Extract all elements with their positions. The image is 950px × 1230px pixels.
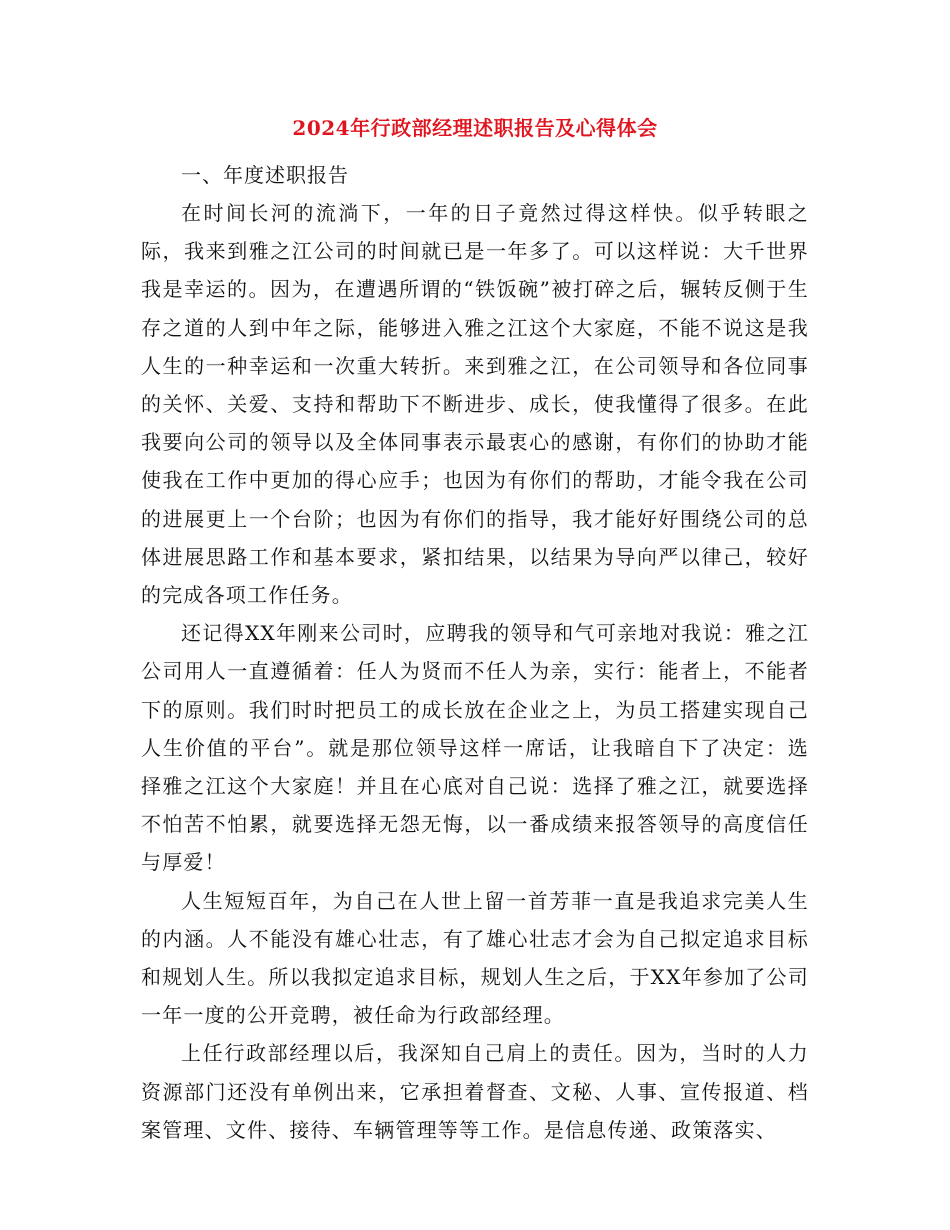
- section-heading: 一、年度述职报告: [181, 163, 349, 187]
- document-title: 2024年行政部经理述职报告及心得体会: [292, 116, 658, 140]
- document-page: [141, 112, 809, 1149]
- paragraph-4: 上任行政部经理以后，我深知自己肩上的责任。因为，当时的人力资源部门还没有单例出来，它承担着督查、文秘、人事、宣传报道、档案管理、文件、接待、车辆管理等等工作。是信息传递、政策落实、: [141, 1041, 809, 1142]
- paragraph-3: 人生短短百年，为自己在人世上留一首芳菲一直是我追求完美人生的内涵。人不能没有雄心壮志，有了雄心壮志才会为自己拟定追求目标和规划人生。所以我拟定追求目标，规划人生之后，于XX年参加了公司一年一度的公开竞聘，被任命为行政部经理。: [141, 888, 809, 1028]
- paragraph-2: 还记得XX年刚来公司时，应聘我的领导和气可亲地对我说：雅之江公司用人一直遵循着：任人为贤而不任人为亲，实行：能者上，不能者下的原则。我们时时把员工的成长放在企业之上，为员工搭建实现自己人生价值的平台”。就是那位领导这样一席话，让我暗自下了决定：选择雅之江这个大家庭！并且在心底对自己说：选择了雅之江，就要选择不怕苦不怕累，就要选择无怨无悔，以一番成绩来报答领导的高度信任与厚爱！: [141, 621, 809, 875]
- paragraph-1: 在时间长河的流淌下，一年的日子竟然过得这样快。似乎转眼之际，我来到雅之江公司的时间就已是一年多了。可以这样说：大千世界我是幸运的。因为，在遭遇所谓的“铁饭碗”被打碎之后，辗转反侧于生存之道的人到中年之际，能够进入雅之江这个大家庭，不能不说这是我人生的一种幸运和一次重大转折。来到雅之江，在公司领导和各位同事的关怀、关爱、支持和帮助下不断进步、成长，使我懂得了很多。在此我要向公司的领导以及全体同事表示最衷心的感谢，有你们的协助才能使我在工作中更加的得心应手；也因为有你们的帮助，才能令我在公司的进展更上一个台阶；也因为有你们的指导，我才能好好围绕公司的总体进展思路工作和基本要求，紧扣结果，以结果为导向严以律己，较好的完成各项工作任务。: [141, 201, 809, 608]
